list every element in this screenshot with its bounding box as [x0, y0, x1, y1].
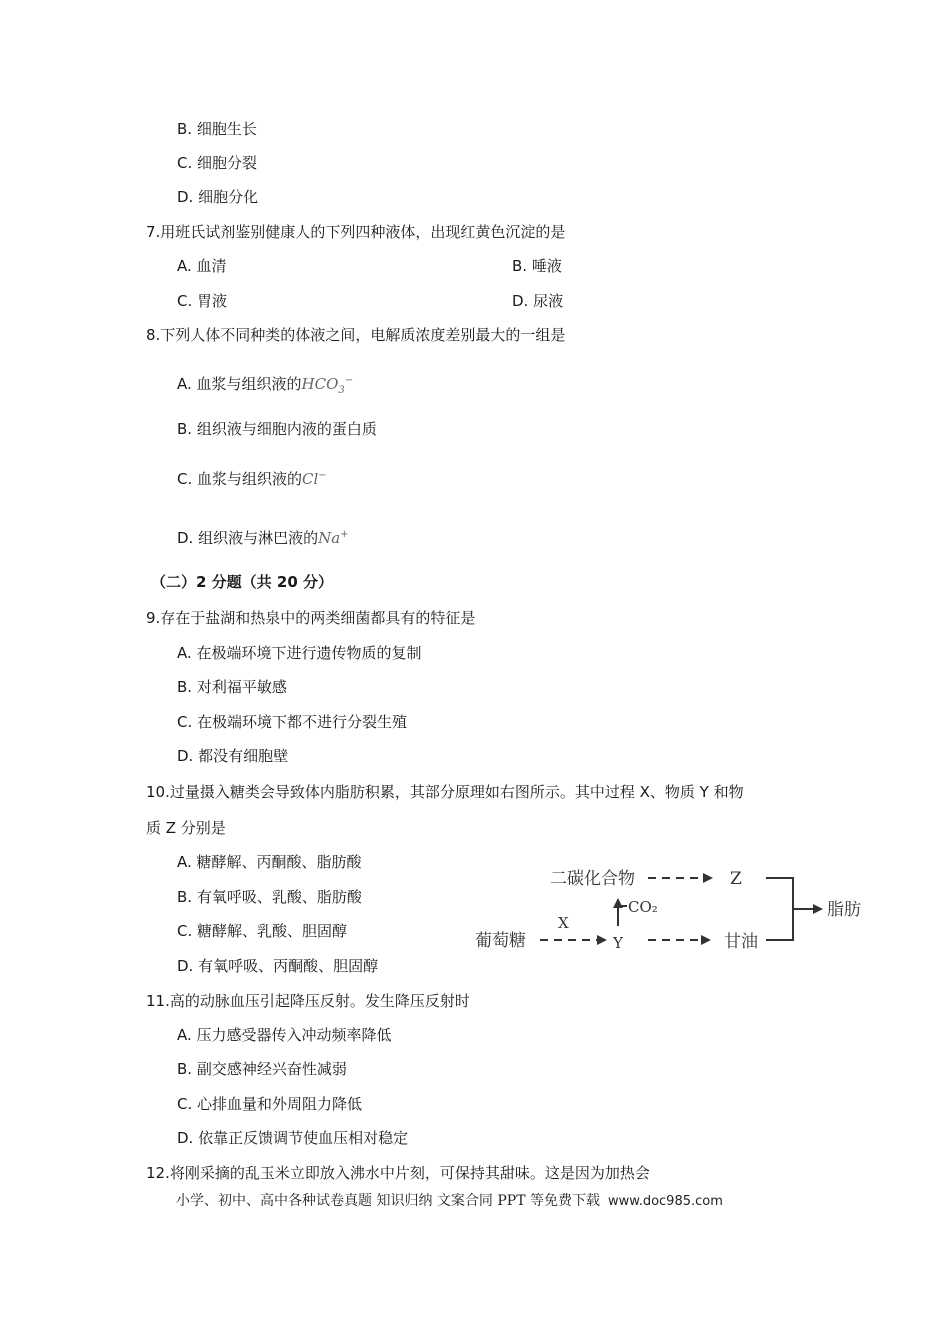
footer — [176, 1191, 723, 1212]
q12-stem: 12.将刚采摘的乱玉米立即放入沸水中片刻，可保持其甜味。这是因为加热会 — [146, 1164, 650, 1182]
q7-option-b: B. 唾液 — [512, 257, 562, 275]
q11-option-c: C. 心排血量和外周阻力降低 — [177, 1095, 363, 1113]
q8-option-b: B. 组织液与细胞内液的蛋白质 — [177, 420, 377, 438]
q9-option-c: C. 在极端环境下都不进行分裂生殖 — [177, 713, 408, 731]
diagram-co2-arrowhead — [613, 898, 623, 908]
diagram-y-label: Y — [613, 934, 623, 952]
q9-stem: 9.存在于盐湖和热泉中的两类细菌都具有的特征是 — [146, 609, 476, 627]
diagram-arrowhead-glycerol — [701, 935, 711, 945]
q9-option-d: D. 都没有细胞壁 — [177, 747, 289, 765]
diagram-arrowhead-y — [597, 935, 607, 945]
q9-option-b: B. 对利福平敏感 — [177, 678, 287, 696]
q6-option-b: B. 细胞生长 — [177, 120, 257, 138]
q11-option-b: B. 副交感神经兴奋性减弱 — [177, 1060, 347, 1078]
q11-option-d: D. 依靠正反馈调节使血压相对稳定 — [177, 1129, 409, 1147]
diagram-co2-label: CO₂ — [628, 898, 658, 916]
diagram-bracket — [766, 878, 793, 940]
diagram-arrowhead-fat — [813, 904, 823, 914]
q8-option-a-text: A. 血浆与组织液的 — [177, 375, 302, 393]
q7-option-d: D. 尿液 — [512, 292, 564, 310]
diagram-two-carbon-label: 二碳化合物 — [550, 869, 635, 889]
q10-option-c: C. 糖酵解、乳酸、胆固醇 — [177, 922, 348, 940]
footer-url[interactable]: www.doc985.com — [607, 1194, 723, 1209]
q6-option-d: D. 细胞分化 — [177, 188, 259, 206]
q9-option-a: A. 在极端环境下进行遗传物质的复制 — [177, 644, 422, 662]
diagram-arrowhead-z — [703, 873, 713, 883]
q8-option-c — [177, 466, 327, 489]
q10-option-d: D. 有氧呼吸、丙酮酸、胆固醇 — [177, 957, 379, 975]
q11-option-a: A. 压力感受器传入冲动频率降低 — [177, 1026, 392, 1044]
q11-stem: 11.高的动脉血压引起降压反射。发生降压反射时 — [146, 992, 470, 1010]
q10-stem-line2: 质 Z 分别是 — [146, 819, 226, 837]
footer-text: 小学、初中、高中各种试卷真题 知识归纳 文案合同 PPT 等免费下载 — [176, 1193, 600, 1209]
q7-option-c: C. 胃液 — [177, 292, 228, 310]
q8-option-a-formula: $HCO_3^-$ — [301, 375, 354, 396]
q8-option-d-formula: Na+ — [318, 529, 349, 547]
section-title: （二）2 分题（共 20 分） — [151, 573, 333, 591]
q8-option-d — [177, 525, 349, 548]
q8-stem: 8.下列人体不同种类的体液之间，电解质浓度差别最大的一组是 — [146, 326, 566, 344]
q10-stem-line1: 10.过量摄入糖类会导致体内脂肪积累，其部分原理如右图所示。其中过程 X、物质 Y 和物 — [146, 783, 744, 801]
q7-option-a: A. 血清 — [177, 257, 227, 275]
diagram-glucose-label: 葡萄糖 — [475, 931, 526, 951]
diagram-glycerol-label: 甘油 — [724, 932, 758, 952]
q8-option-c-text: C. 血浆与组织液的 — [177, 470, 303, 488]
q7-stem: 7.用班氏试剂鉴别健康人的下列四种液体，出现红黄色沉淀的是 — [146, 223, 566, 241]
q8-option-c-formula: Cl− — [302, 470, 327, 488]
q10-option-a: A. 糖酵解、丙酮酸、脂肪酸 — [177, 853, 362, 871]
diagram-x-label: X — [558, 914, 569, 932]
q10-option-b: B. 有氧呼吸、乳酸、脂肪酸 — [177, 888, 362, 906]
diagram-z-label: Z — [730, 869, 742, 889]
diagram-fat-label: 脂肪 — [827, 900, 861, 920]
q8-option-d-text: D. 组织液与淋巴液的 — [177, 529, 319, 547]
fat-synthesis-diagram — [470, 858, 870, 958]
q6-option-c: C. 细胞分裂 — [177, 154, 258, 172]
q8-option-a — [177, 371, 353, 401]
